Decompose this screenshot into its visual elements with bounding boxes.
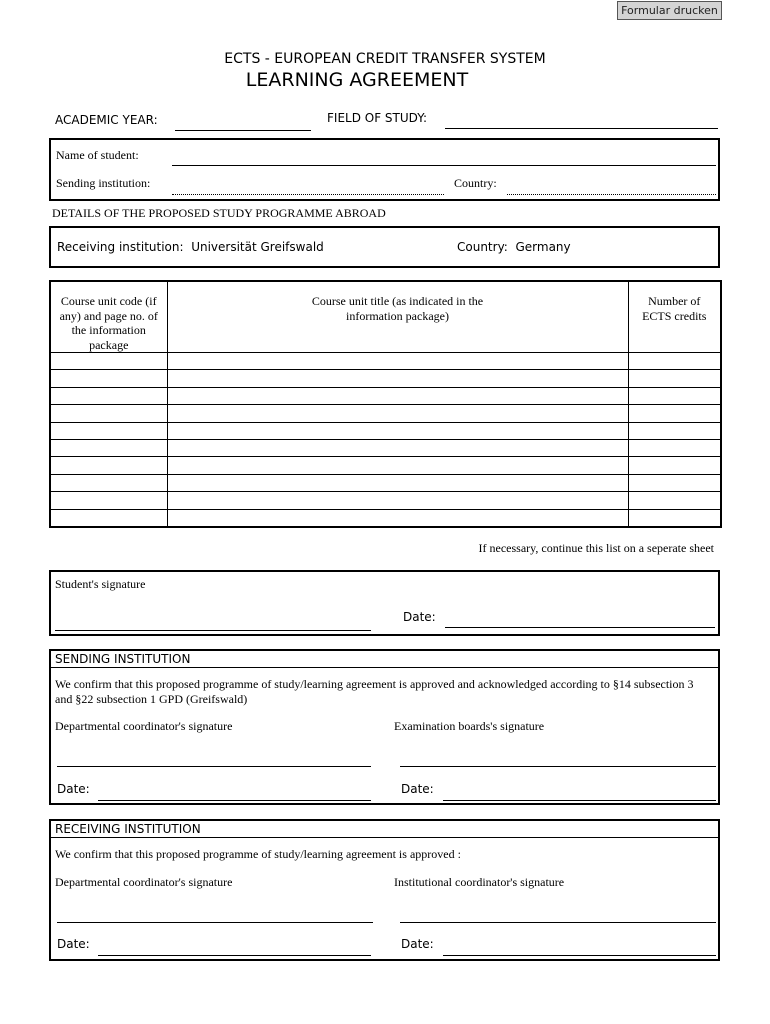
course-code-cell[interactable] bbox=[50, 370, 167, 387]
course-table bbox=[49, 280, 722, 528]
course-title-cell[interactable] bbox=[167, 353, 628, 370]
course-code-cell[interactable] bbox=[50, 439, 167, 456]
credits-cell[interactable] bbox=[628, 422, 721, 439]
credits-cell[interactable] bbox=[628, 474, 721, 491]
table-row bbox=[50, 405, 721, 422]
table-row bbox=[50, 387, 721, 404]
academic-year-label: ACADEMIC YEAR: bbox=[55, 113, 158, 127]
credits-cell[interactable] bbox=[628, 353, 721, 370]
student-country-field[interactable] bbox=[507, 194, 716, 195]
student-date-field[interactable] bbox=[445, 627, 715, 628]
receiving-country-label: Country: Germany bbox=[457, 240, 571, 254]
receiving-country-value[interactable]: Germany bbox=[515, 240, 571, 254]
sending-date-field-left[interactable] bbox=[98, 800, 371, 801]
receiving-date-label-right: Date: bbox=[401, 937, 434, 951]
course-title-cell[interactable] bbox=[167, 405, 628, 422]
student-signature-field[interactable] bbox=[55, 630, 371, 631]
institutional-coordinator-signature-label: Institutional coordinator's signature bbox=[394, 875, 565, 889]
credits-cell[interactable] bbox=[628, 439, 721, 456]
receiving-date-field-right[interactable] bbox=[443, 955, 716, 956]
form-subtitle: LEARNING AGREEMENT bbox=[245, 69, 469, 91]
table-row bbox=[50, 370, 721, 387]
continue-list-note: If necessary, continue this list on a seperate sheet bbox=[478, 541, 714, 555]
course-title-cell[interactable] bbox=[167, 492, 628, 509]
table-row bbox=[50, 353, 721, 370]
sending-date-field-right[interactable] bbox=[443, 800, 716, 801]
course-title-cell[interactable] bbox=[167, 370, 628, 387]
sending-dept-signature-label: Departmental coordinator's signature bbox=[55, 719, 233, 733]
course-code-cell[interactable] bbox=[50, 492, 167, 509]
sending-institution-label: Sending institution: bbox=[56, 176, 151, 190]
sending-confirmation-text: We confirm that this proposed programme of study/learning agreement is approved and acknowledged according to §14 subsection 3 and §22 subsection 1 GPD (Greifswald) bbox=[55, 677, 694, 706]
course-code-cell[interactable] bbox=[50, 457, 167, 474]
receiving-institution-value[interactable]: Universität Greifswald bbox=[191, 240, 324, 254]
course-title-cell[interactable] bbox=[167, 387, 628, 404]
credits-cell[interactable] bbox=[628, 492, 721, 509]
institutional-coordinator-signature-field[interactable] bbox=[400, 922, 716, 923]
credits-cell[interactable] bbox=[628, 509, 721, 527]
credits-cell[interactable] bbox=[628, 405, 721, 422]
ects-credits-header: Number of ECTS credits bbox=[628, 281, 721, 353]
student-name-label: Name of student: bbox=[56, 148, 139, 162]
sending-section-title: SENDING INSTITUTION bbox=[55, 652, 191, 666]
exam-board-signature-field[interactable] bbox=[400, 766, 716, 767]
course-title-header: Course unit title (as indicated in the information package) bbox=[167, 281, 628, 353]
form-title: ECTS - EUROPEAN CREDIT TRANSFER SYSTEM bbox=[224, 51, 546, 67]
receiving-institution-label: Receiving institution: Universität Greifswald bbox=[57, 240, 324, 254]
academic-year-field[interactable] bbox=[175, 130, 311, 131]
course-title-cell[interactable] bbox=[167, 439, 628, 456]
student-country-label: Country: bbox=[454, 176, 497, 190]
sending-date-label-right: Date: bbox=[401, 782, 434, 796]
table-row bbox=[50, 509, 721, 527]
exam-board-signature-label: Examination boards's signature bbox=[394, 719, 545, 733]
credits-cell[interactable] bbox=[628, 457, 721, 474]
receiving-date-label-left: Date: bbox=[57, 937, 90, 951]
receiving-dept-signature-label: Departmental coordinator's signature bbox=[55, 875, 233, 889]
course-title-cell[interactable] bbox=[167, 457, 628, 474]
receiving-dept-signature-field[interactable] bbox=[57, 922, 373, 923]
course-title-cell[interactable] bbox=[167, 422, 628, 439]
details-heading: DETAILS OF THE PROPOSED STUDY PROGRAMME ABROAD bbox=[52, 206, 386, 220]
student-signature-label: Student's signature bbox=[55, 577, 146, 591]
sending-title-divider bbox=[51, 667, 718, 668]
receiving-title-divider bbox=[51, 837, 718, 838]
receiving-confirmation-text: We confirm that this proposed programme of study/learning agreement is approved : bbox=[55, 847, 461, 861]
credits-cell[interactable] bbox=[628, 387, 721, 404]
table-row bbox=[50, 457, 721, 474]
sending-institution-field[interactable] bbox=[172, 194, 444, 195]
receiving-section-title: RECEIVING INSTITUTION bbox=[55, 822, 201, 836]
course-code-cell[interactable] bbox=[50, 474, 167, 491]
table-row bbox=[50, 422, 721, 439]
print-form-button[interactable]: Formular drucken bbox=[617, 1, 722, 20]
course-code-cell[interactable] bbox=[50, 405, 167, 422]
course-table-header bbox=[50, 281, 721, 353]
receiving-institution-section bbox=[49, 819, 720, 961]
student-name-field[interactable] bbox=[172, 165, 716, 166]
student-date-label: Date: bbox=[403, 610, 436, 624]
sending-date-label-left: Date: bbox=[57, 782, 90, 796]
table-row bbox=[50, 474, 721, 491]
receiving-date-field-left[interactable] bbox=[98, 955, 371, 956]
table-row bbox=[50, 439, 721, 456]
sending-dept-signature-field[interactable] bbox=[57, 766, 371, 767]
field-of-study-label: FIELD OF STUDY: bbox=[327, 111, 428, 125]
credits-cell[interactable] bbox=[628, 370, 721, 387]
course-code-header: Course unit code (if any) and page no. of the information package bbox=[50, 281, 167, 353]
course-code-cell[interactable] bbox=[50, 509, 167, 527]
course-code-cell[interactable] bbox=[50, 387, 167, 404]
student-details-box bbox=[49, 138, 720, 201]
course-code-cell[interactable] bbox=[50, 353, 167, 370]
table-row bbox=[50, 492, 721, 509]
field-of-study-field[interactable] bbox=[445, 128, 718, 129]
course-title-cell[interactable] bbox=[167, 474, 628, 491]
course-code-cell[interactable] bbox=[50, 422, 167, 439]
course-title-cell[interactable] bbox=[167, 509, 628, 527]
